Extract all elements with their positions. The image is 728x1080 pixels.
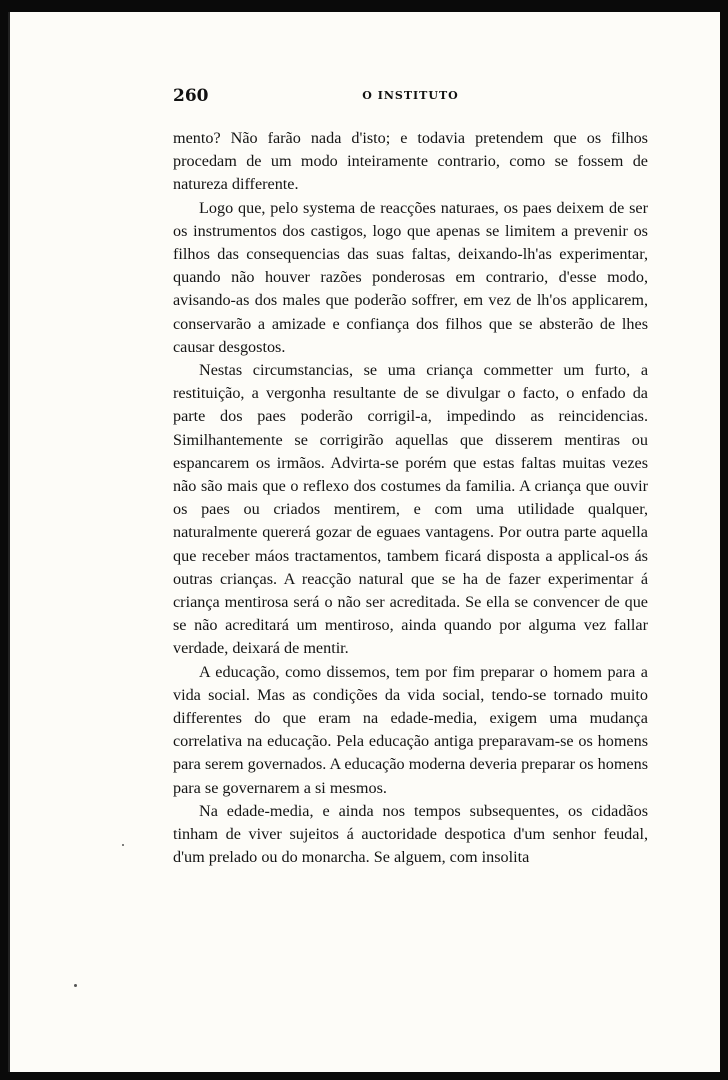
paragraph-middle-ages: Na edade-media, e ainda nos tempos subsequentes, os cidadãos tinham de viver sujeitos á auctoridade despotica d'um senhor feudal, d'um prelado ou do monarcha. Se alguem, com insolita (173, 801, 648, 867)
paragraph-continuation: mento? Não farão nada d'isto; e todavia pretendem que os filhos procedam de um modo inteiramente contrario, como se fossem de natureza differente. (173, 129, 648, 194)
paragraph-natural-reactions: Logo que, pelo systema de reacções naturaes, os paes deixem de ser os instrumentos dos castigos, logo que apenas se limitem a prevenir os filhos das consequencias das suas faltas, deixando-lh'as experimentar, quando não houver razões ponderosas em contrario, d'esse modo, avisando-as dos males que poderão soffrer, em vez de lh'os applicarem, conservarão a amizade e confiança dos filhos que se absterão de lhes causar desgostos. (173, 198, 648, 356)
paragraph-circumstances: Nestas circumstancias, se uma criança commetter um furto, a restituição, a vergonha resultante de se divulgar o facto, o enfado da parte dos paes poderão corrigil-a, impedindo as reincidencias. Similhantemente se corrigirão aquellas que disserem mentiras ou espancarem os irmãos. Advirta-se porém que estas faltas muitas vezes não são mais que o reflexo dos costumes da familia. A criança que ouvir os paes ou criados mentirem, e com uma utilidade qualquer, naturalmente quererá gozar de eguaes vantagens. Por outra parte aquella que receber máos tractamentos, tambem ficará disposta a applical-os ás outras crianças. A reacção natural que se ha de fazer experimentar á criança mentirosa será o não ser acreditada. Se ella se convencer de que se não acreditará um mentiroso, ainda quando por alguma vez fallar verdade, deixará de mentir. (173, 361, 648, 658)
running-title: O INSTITUTO (362, 89, 459, 102)
page-header (173, 86, 648, 108)
page-body (173, 127, 648, 870)
book-page (8, 12, 720, 1072)
paragraph-education-purpose: A educação, como dissemos, tem por fim preparar o homem para a vida social. Mas as condições da vida social, tendo-se tornado muito differentes do que eram na edade-media, exigem uma mudança correlativa na educação. Pela educação antiga preparavam-se os homens para serem governados. A educação moderna deveria preparar os homens para se governarem a si mesmos. (173, 662, 648, 797)
ink-speck (74, 984, 77, 987)
ink-speck (122, 844, 124, 846)
page-number: 260 (173, 86, 209, 106)
